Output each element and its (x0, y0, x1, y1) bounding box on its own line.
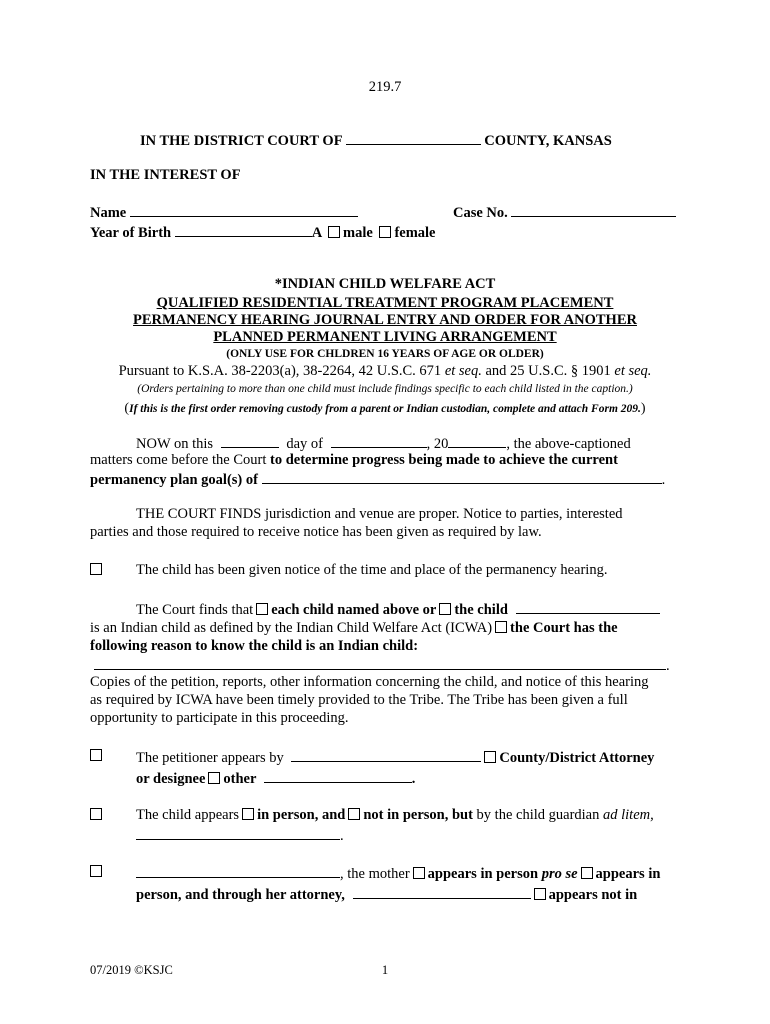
mother-name-field[interactable] (136, 864, 340, 878)
year-of-birth-field[interactable] (175, 223, 312, 237)
pursuant-text-d: et seq. (614, 363, 652, 379)
mother-checkbox[interactable] (90, 865, 102, 877)
note-first-order (0, 401, 770, 418)
now-line-2 (90, 452, 618, 469)
note-close-paren: ) (640, 401, 646, 416)
now-line-3 (90, 470, 665, 489)
notice-checkbox[interactable] (90, 563, 102, 575)
child-appears-text-e: ad litem, (602, 807, 654, 823)
month-field[interactable] (331, 434, 427, 448)
name-row (90, 203, 358, 222)
yob-label: Year of Birth (90, 225, 172, 241)
mother-item (90, 864, 105, 881)
now-text-a: NOW on this (136, 436, 214, 452)
title-line-3: PERMANENCY HEARING JOURNAL ENTRY AND ORDER FOR ANOTHER (133, 312, 637, 328)
petitioner-text-c: or designee (136, 771, 206, 787)
child-appears-text-c: not in person, but (363, 807, 473, 823)
petitioner-text-d: other (223, 771, 257, 787)
interest-of-heading: IN THE INTEREST OF (90, 167, 241, 183)
petitioner-checkbox[interactable] (90, 749, 102, 761)
title-line-5: (ONLY USE FOR CHLDREN 16 YEARS OF AGE OR OLDER) (226, 348, 544, 360)
child-appears-item (90, 807, 105, 824)
copies-line-1: Copies of the petition, reports, other information concerning the child, and notice of this hearing (90, 674, 649, 690)
now-text-g: permanency plan goal(s) of (90, 472, 258, 488)
reason-to-know-checkbox[interactable] (495, 621, 507, 633)
now-text-f: to determine progress being made to achieve the current (269, 452, 618, 468)
mother-attorney-field[interactable] (353, 885, 531, 899)
petitioner-text-e: . (411, 771, 416, 787)
indian-text-c: the child (454, 602, 508, 618)
footer-revision: 07/2019 ©KSJC (90, 963, 173, 977)
mother-text-e: person, and through her attorney, (136, 887, 345, 903)
child-appears-text-d: by the child guardian (472, 807, 603, 823)
now-line-1 (136, 434, 631, 453)
title-line-2: QUALIFIED RESIDENTIAL TREATMENT PROGRAM PLACEMENT (156, 295, 614, 311)
indian-text-b: each child named above or (271, 602, 437, 618)
note-first-order-text: If this is the first order removing custody from a parent or Indian custodian, complete and attach Form 209. (129, 403, 641, 415)
petitioner-text-b: County/District Attorney (499, 750, 655, 766)
each-child-checkbox[interactable] (256, 603, 268, 615)
child-appears-line-1 (136, 807, 654, 824)
now-text-e: matters come before the Court (90, 452, 267, 468)
mother-attorney-checkbox[interactable] (581, 867, 593, 879)
case-row (453, 203, 676, 222)
indian-text-a: The Court finds that (136, 602, 254, 618)
female-label: female (394, 225, 436, 241)
petitioner-line-2 (136, 769, 415, 788)
now-text-c: , 20 (426, 436, 449, 452)
copies-line-2: as required by ICWA have been timely provided to the Tribe. The Tribe has been given a full (90, 692, 628, 708)
indian-line-3: following reason to know the child is an Indian child: (90, 638, 419, 654)
a-label: A (311, 225, 322, 241)
note-open-paren: ( (124, 401, 130, 416)
now-text-h: . (661, 472, 666, 488)
day-field[interactable] (221, 434, 279, 448)
petitioner-item (90, 748, 105, 765)
permanency-goal-field[interactable] (262, 470, 662, 484)
child-appears-line-2 (136, 826, 344, 845)
indian-text-f: . (666, 658, 670, 674)
mother-text-a: , the mother (340, 866, 410, 882)
indian-text-e: the Court has the (510, 620, 618, 636)
finds-line-1: THE COURT FINDS jurisdiction and venue are proper. Notice to parties, interested (136, 506, 623, 522)
petitioner-line-1 (136, 748, 654, 767)
court-heading (140, 131, 612, 150)
mother-text-f: appears not in (548, 887, 638, 903)
child-name-field[interactable] (516, 600, 660, 614)
year-of-birth-row (90, 223, 436, 242)
petitioner-field[interactable] (291, 748, 481, 762)
guardian-ad-litem-field[interactable] (136, 826, 340, 840)
note-multiple-children: (Orders pertaining to more than one child must include findings specific to each child listed in the caption.) (137, 383, 633, 395)
case-label: Case No. (453, 205, 508, 221)
other-field[interactable] (264, 769, 412, 783)
page-number: 1 (381, 963, 389, 977)
now-text-b: day of (286, 436, 323, 452)
name-label: Name (90, 205, 127, 221)
mother-pro-se-checkbox[interactable] (413, 867, 425, 879)
pursuant-text-c: and 25 U.S.C. § 1901 (481, 363, 615, 379)
not-in-person-checkbox[interactable] (348, 808, 360, 820)
county-attorney-checkbox[interactable] (484, 751, 496, 763)
county-field[interactable] (346, 131, 481, 145)
mother-text-d: appears in (595, 866, 661, 882)
pursuant-text-b: et seq. (444, 363, 482, 379)
child-appears-text-b: in person, and (257, 807, 346, 823)
mother-line-2 (136, 885, 637, 904)
pursuant-text-a: Pursuant to K.S.A. 38-2203(a), 38-2264, 42 U.S.C. 671 (118, 363, 445, 379)
case-number-field[interactable] (511, 203, 676, 217)
indian-line-4 (94, 656, 670, 675)
child-appears-checkbox[interactable] (90, 808, 102, 820)
petitioner-text-a: The petitioner appears by (136, 750, 284, 766)
child-appears-text-a: The child appears (136, 807, 240, 823)
in-person-checkbox[interactable] (242, 808, 254, 820)
name-field[interactable] (130, 203, 358, 217)
indian-line-1 (136, 600, 660, 619)
male-checkbox[interactable] (328, 226, 340, 238)
court-prefix: IN THE DISTRICT COURT OF (140, 133, 343, 149)
notice-item-text: The child has been given notice of the time and place of the permanency hearing. (136, 562, 608, 578)
court-suffix: COUNTY, KANSAS (484, 133, 612, 149)
finds-line-2: parties and those required to receive notice has been given as required by law. (90, 524, 542, 540)
the-child-checkbox[interactable] (439, 603, 451, 615)
pursuant-line (0, 363, 770, 380)
mother-line-1 (136, 864, 660, 883)
title-line-4: PLANNED PERMANENT LIVING ARRANGEMENT (213, 329, 557, 345)
mother-text-b: appears in person (427, 866, 539, 882)
notice-item (90, 562, 105, 579)
female-checkbox[interactable] (379, 226, 391, 238)
copies-line-3: opportunity to participate in this proceeding. (90, 710, 349, 726)
now-text-d: , the above-captioned (506, 436, 631, 452)
indian-text-d: is an Indian child as defined by the Indian Child Welfare Act (ICWA) (90, 620, 493, 636)
form-number: 219.7 (368, 79, 402, 95)
child-appears-text-f: . (340, 828, 344, 844)
mother-text-c: pro se (541, 866, 578, 882)
title-line-1: *INDIAN CHILD WELFARE ACT (274, 276, 496, 292)
mother-not-in-person-checkbox[interactable] (534, 888, 546, 900)
indian-line-2 (90, 620, 618, 637)
male-label: male (343, 225, 373, 241)
other-checkbox[interactable] (208, 772, 220, 784)
reason-field[interactable] (94, 656, 666, 670)
year-field[interactable] (448, 434, 506, 448)
